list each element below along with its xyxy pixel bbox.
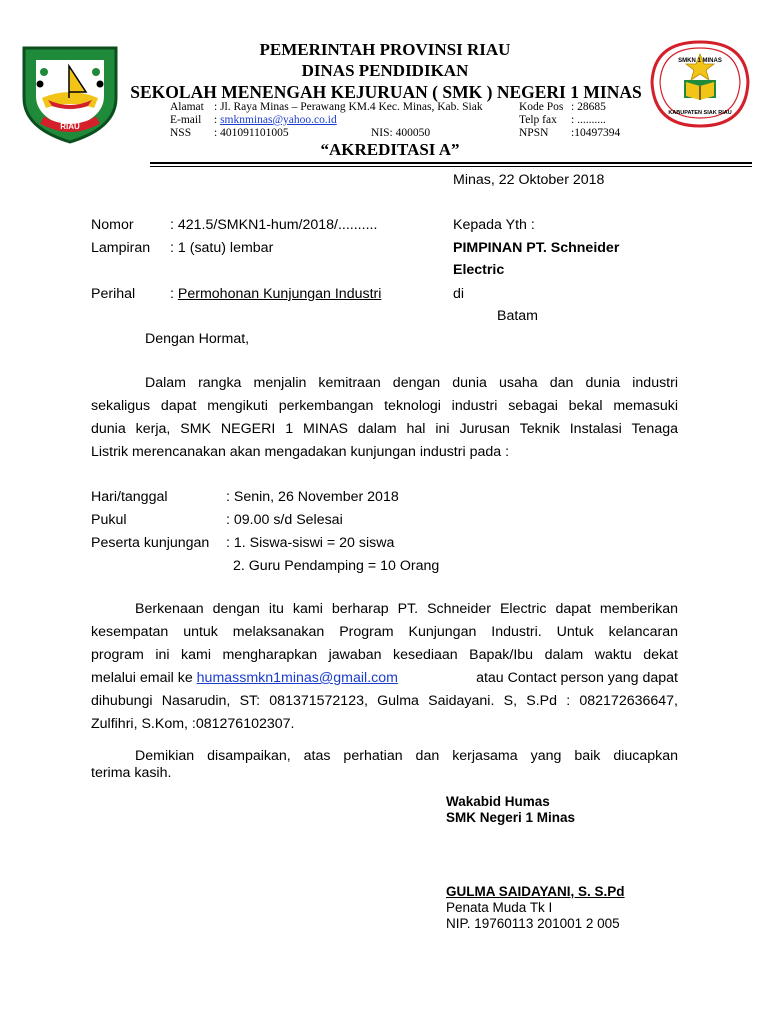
header-department: DINAS PENDIDIKAN [301, 61, 469, 80]
perihal-colon: : [170, 286, 178, 302]
nss-label: NSS [170, 127, 192, 139]
email-label: E-mail [170, 114, 202, 126]
riau-emblem-icon [14, 36, 126, 148]
paragraph2-line5: dihubungi Nasarudin, ST: 081371572123, Gulma Saidayani. S, S.Pd : 082172636647, [91, 693, 678, 709]
peserta-label: Peserta kunjungan [91, 535, 210, 551]
signatory-rank: Penata Muda Tk I [446, 900, 553, 915]
hari-label: Hari/tanggal [91, 489, 168, 505]
accreditation: “AKREDITASI A” [320, 140, 460, 159]
paragraph2-email-prefix: melalui email ke [91, 670, 197, 686]
paragraph2-line1: Berkenaan dengan itu kami berharap PT. Schneider Electric dapat memberikan [135, 601, 678, 617]
header-divider-top [150, 162, 752, 164]
signature-position2: SMK Negeri 1 Minas [446, 810, 576, 825]
humas-email-link[interactable]: humassmkn1minas@gmail.com [196, 670, 398, 686]
pukul-value: : 09.00 s/d Selesai [226, 512, 343, 528]
logo-left-label: RIAU [60, 122, 80, 131]
logo-right-top-label: SMKN 1 MINAS [678, 58, 722, 64]
email-sep: : [214, 114, 221, 126]
lampiran-value: : 1 (satu) lembar [170, 240, 274, 256]
nss-value: : 401091101005 [214, 127, 289, 139]
peserta-value1: : 1. Siswa-siswi = 20 siswa [226, 535, 395, 551]
recipient-line1: PIMPINAN PT. Schneider [453, 240, 620, 256]
header-divider-bottom [150, 166, 752, 167]
lampiran-label: Lampiran [91, 240, 151, 256]
address-label: Alamat [170, 101, 204, 113]
phone-fax-value: : .......... [571, 114, 606, 126]
hari-value: : Senin, 26 November 2018 [226, 489, 399, 505]
paragraph3-line1: Demikian disampaikan, atas perhatian dan kerjasama yang baik diucapkan [135, 748, 678, 764]
paragraph2-email-suffix: atau Contact person yang dapat [472, 670, 678, 686]
paragraph2-line3: program ini kami mengharapkan jawaban kesediaan Bapak/Ibu dalam waktu dekat [91, 647, 678, 663]
logo-right-bottom-label: KABUPATEN SIAK RIAU [668, 110, 732, 116]
school-logo [648, 38, 752, 130]
header-government: PEMERINTAH PROVINSI RIAU [259, 40, 511, 59]
paragraph1-line4: Listrik merencanakan akan mengadakan kunjungan industri pada : [91, 444, 510, 460]
paragraph1-line3: dunia kerja, SMK NEGERI 1 MINAS dalam hal ini Jurusan Teknik Instalasi Tenaga [91, 421, 678, 437]
perihal-value: Permohonan Kunjungan Industri [177, 286, 382, 302]
header-school-name: SEKOLAH MENENGAH KEJURUAN ( SMK ) NEGERI 1 MINAS [130, 82, 642, 102]
paragraph2-line2: kesempatan untuk melaksanakan Program Kunjungan Industri. Untuk kelancaran [91, 624, 678, 640]
postal-code-value: : 28685 [571, 101, 606, 113]
signature-position1: Wakabid Humas [446, 794, 550, 809]
place-date: Minas, 22 Oktober 2018 [453, 172, 605, 188]
npsn-label: NPSN [519, 127, 549, 139]
postal-code-label: Kode Pos [519, 101, 564, 113]
school-emblem-icon [648, 38, 752, 130]
signatory-nip: NIP. 19760113 201001 2 005 [446, 916, 620, 931]
signatory-name: GULMA SAIDAYANI, S. S.Pd [446, 884, 625, 899]
kepada-label: Kepada Yth : [453, 217, 535, 233]
nomor-label: Nomor [91, 217, 134, 233]
paragraph2-line6: Zulfihri, S.Kom, :081276102307. [91, 716, 295, 732]
phone-fax-label: Telp fax [519, 114, 557, 126]
recipient-line2: Electric [453, 262, 505, 278]
recipient-di: di [453, 286, 465, 302]
pukul-label: Pukul [91, 512, 127, 528]
paragraph3-line2: terima kasih. [91, 765, 172, 781]
recipient-city: Batam [497, 308, 539, 324]
riau-province-logo [14, 36, 126, 148]
paragraph1-line1: Dalam rangka menjalin kemitraan dengan dunia usaha dan dunia industri [145, 375, 678, 391]
school-email-link[interactable]: smknminas@yahoo.co.id [220, 114, 337, 126]
paragraph2-line4 [91, 667, 678, 691]
nis-value: NIS: 400050 [371, 127, 431, 139]
salutation: Dengan Hormat, [145, 331, 250, 347]
paragraph1-line2: sekaligus dapat mengikuti perkembangan teknologi industri sebagai bekal memasuki [91, 398, 678, 414]
npsn-value: :10497394 [571, 127, 621, 139]
nomor-value: : 421.5/SMKN1-hum/2018/.......... [170, 217, 378, 233]
peserta-value2: 2. Guru Pendamping = 10 Orang [233, 558, 440, 574]
address-value: : Jl. Raya Minas – Perawang KM.4 Kec. Minas, Kab. Siak [214, 101, 483, 113]
perihal-label: Perihal [91, 286, 136, 302]
